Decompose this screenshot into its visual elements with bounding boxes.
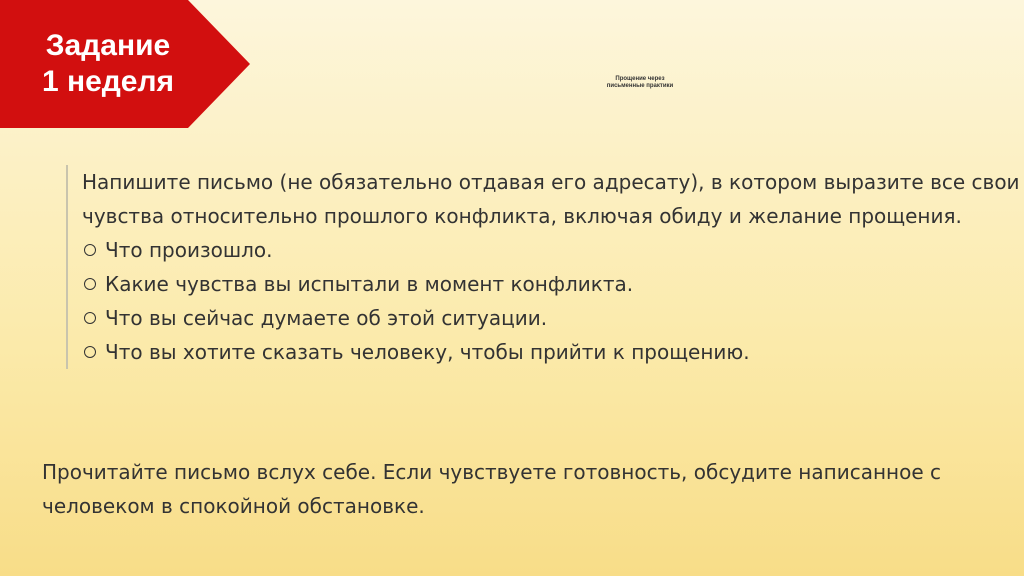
list-item <box>82 301 1022 335</box>
list-item <box>82 233 1022 267</box>
letter-intro-text: Напишите письмо (не обязательно отдавая его адресату), в котором выразите все свои чувства относительно прошлого конфликта, включая обиду и желание прощения. <box>82 170 1020 228</box>
list-item <box>82 335 1022 369</box>
question-text: Какие чувства вы испытали в момент конфликта. <box>105 272 634 296</box>
circle-bullet-icon <box>84 244 96 256</box>
subtitle-line-1: Прощение через <box>615 76 665 82</box>
circle-bullet-icon <box>84 346 96 358</box>
question-text: Что произошло. <box>105 238 273 262</box>
letter-instructions <box>66 165 1022 369</box>
subtitle-line-2: письменные практики <box>606 83 674 89</box>
task-badge-label <box>28 28 188 100</box>
circle-bullet-icon <box>84 312 96 324</box>
question-list <box>82 233 1022 369</box>
slide-subtitle <box>560 76 720 90</box>
question-text: Что вы сейчас думаете об этой ситуации. <box>105 306 548 330</box>
closing-instruction: Прочитайте письмо вслух себе. Если чувствуете готовность, обсудите написанное с человеком в спокойной обстановке. <box>42 460 942 518</box>
circle-bullet-icon <box>84 278 96 290</box>
badge-title: Задание <box>45 29 171 62</box>
list-item <box>82 267 1022 301</box>
question-text: Что вы хотите сказать человеку, чтобы прийти к прощению. <box>105 340 750 364</box>
badge-week: 1 неделя <box>41 65 175 98</box>
